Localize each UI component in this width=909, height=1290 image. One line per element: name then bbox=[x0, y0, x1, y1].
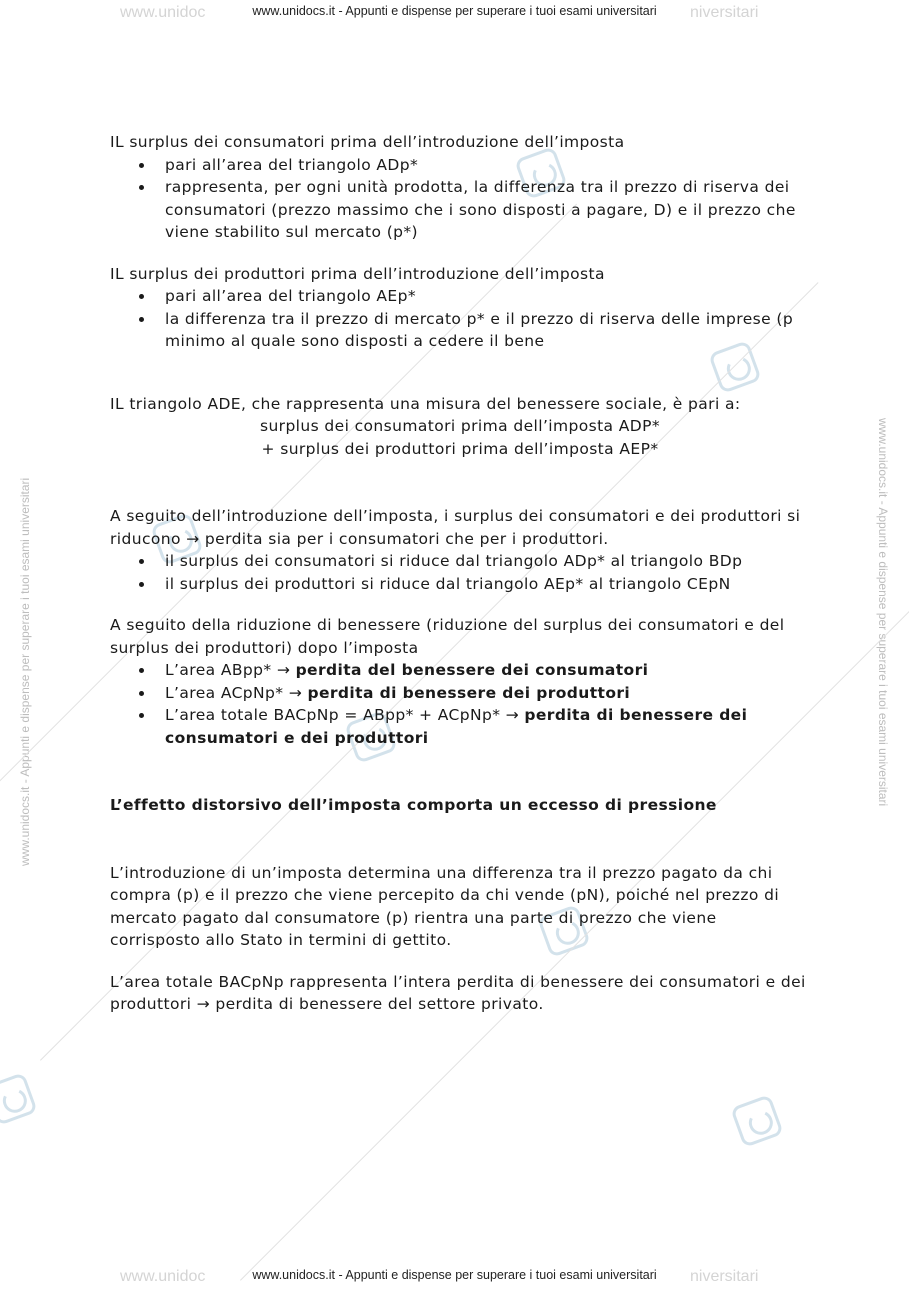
watermark-ghost-left-bottom: www.unidoc bbox=[120, 1268, 206, 1285]
welfare-reduction-paragraph: A seguito della riduzione di benessere (riduzione del surplus dei consumatori e del surplus dei produttori) dopo l’imposta bbox=[110, 616, 785, 657]
document-body bbox=[110, 131, 810, 1016]
list-item: il surplus dei produttori si riduce dal triangolo AEp* al triangolo CEpN bbox=[165, 573, 810, 596]
watermark-right-side: www.unidocs.it - Appunti e dispense per superare i tuoi esami universitari bbox=[876, 418, 890, 807]
producer-surplus-list bbox=[110, 285, 810, 353]
watermark-top bbox=[0, 4, 909, 26]
section-heading-text: L’effetto distorsivo dell’imposta comporta un eccesso di pressione bbox=[110, 796, 717, 814]
watermark-ghost-right-bottom: niversitari bbox=[690, 1268, 759, 1285]
list-item: la differenza tra il prezzo di mercato p* e il prezzo di riserva delle imprese (p minimo al quale sono disposti a cedere il bene bbox=[165, 308, 810, 353]
list-item-plain: L’area ACpNp* → bbox=[165, 683, 303, 702]
watermark-ghost-left: www.unidoc bbox=[120, 4, 206, 21]
welfare-formula-line-2: + surplus dei produttori prima dell’imposta AEP* bbox=[261, 439, 659, 458]
list-item-plain: L’area ABpp* → bbox=[165, 661, 291, 679]
unidocs-logo-icon bbox=[0, 1072, 38, 1126]
list-item-bold: perdita di benessere dei produttori bbox=[307, 683, 631, 702]
producer-surplus-heading: IL surplus dei produttori prima dell’introduzione dell’imposta bbox=[110, 264, 605, 283]
list-item bbox=[165, 704, 810, 749]
list-item bbox=[165, 659, 810, 682]
watermark-bottom bbox=[0, 1268, 909, 1290]
unidocs-logo-icon bbox=[730, 1094, 784, 1148]
list-item: pari all’area del triangolo AEp* bbox=[165, 285, 810, 308]
list-item: rappresenta, per ogni unità prodotta, la differenza tra il prezzo di riserva dei consumatori (prezzo massimo che i sono disposti a pagare, D) e il prezzo che viene stabilito sul mercato (p*) bbox=[165, 176, 810, 244]
watermark-ghost-right: niversitari bbox=[690, 4, 759, 21]
list-item: pari all’area del triangolo ADp* bbox=[165, 154, 810, 177]
tax-introduction-paragraph: A seguito dell’introduzione dell’imposta, i surplus dei consumatori e dei produttori si riducono → perdita sia per i consumatori che per i produttori. bbox=[110, 507, 801, 548]
list-item-plain: L’area totale BACpNp = ABpp* + ACpNp* → bbox=[165, 706, 520, 724]
consumer-surplus-heading: IL surplus dei consumatori prima dell’introduzione dell’imposta bbox=[110, 133, 625, 151]
welfare-loss-list bbox=[110, 659, 810, 749]
price-difference-paragraph: L’introduzione di un’imposta determina una differenza tra il prezzo pagato da chi compra (p) e il prezzo che viene percepito da chi vende (pN), poiché nel prezzo di mercato pagato dal consumatore (p) rientra una parte di prezzo che viene corrisposto allo Stato in termini di gettito. bbox=[110, 863, 780, 949]
consumer-surplus-list bbox=[110, 154, 810, 244]
watermark-top-text: www.unidocs.it - Appunti e dispense per superare i tuoi esami universitari bbox=[252, 4, 657, 18]
watermark-bottom-text: www.unidocs.it - Appunti e dispense per superare i tuoi esami universitari bbox=[252, 1268, 657, 1282]
social-welfare-paragraph: IL triangolo ADE, che rappresenta una misura del benessere sociale, è pari a: bbox=[110, 394, 741, 413]
list-item: il surplus dei consumatori si riduce dal triangolo ADp* al triangolo BDp bbox=[165, 550, 810, 573]
section-heading bbox=[110, 794, 810, 817]
total-loss-paragraph: L’area totale BACpNp rappresenta l’intera perdita di benessere dei consumatori e dei produttori → perdita di benessere del settore privato. bbox=[110, 972, 806, 1013]
list-item bbox=[165, 682, 810, 705]
list-item-bold: perdita di benessere dei consumatori e dei produttori bbox=[165, 706, 748, 747]
welfare-formula-line-1: surplus dei consumatori prima dell’imposta ADP* bbox=[259, 417, 661, 435]
list-item-bold: perdita del benessere dei consumatori bbox=[295, 661, 649, 679]
watermark-left-side: www.unidocs.it - Appunti e dispense per superare i tuoi esami universitari bbox=[18, 477, 32, 866]
surplus-reduction-list bbox=[110, 550, 810, 595]
